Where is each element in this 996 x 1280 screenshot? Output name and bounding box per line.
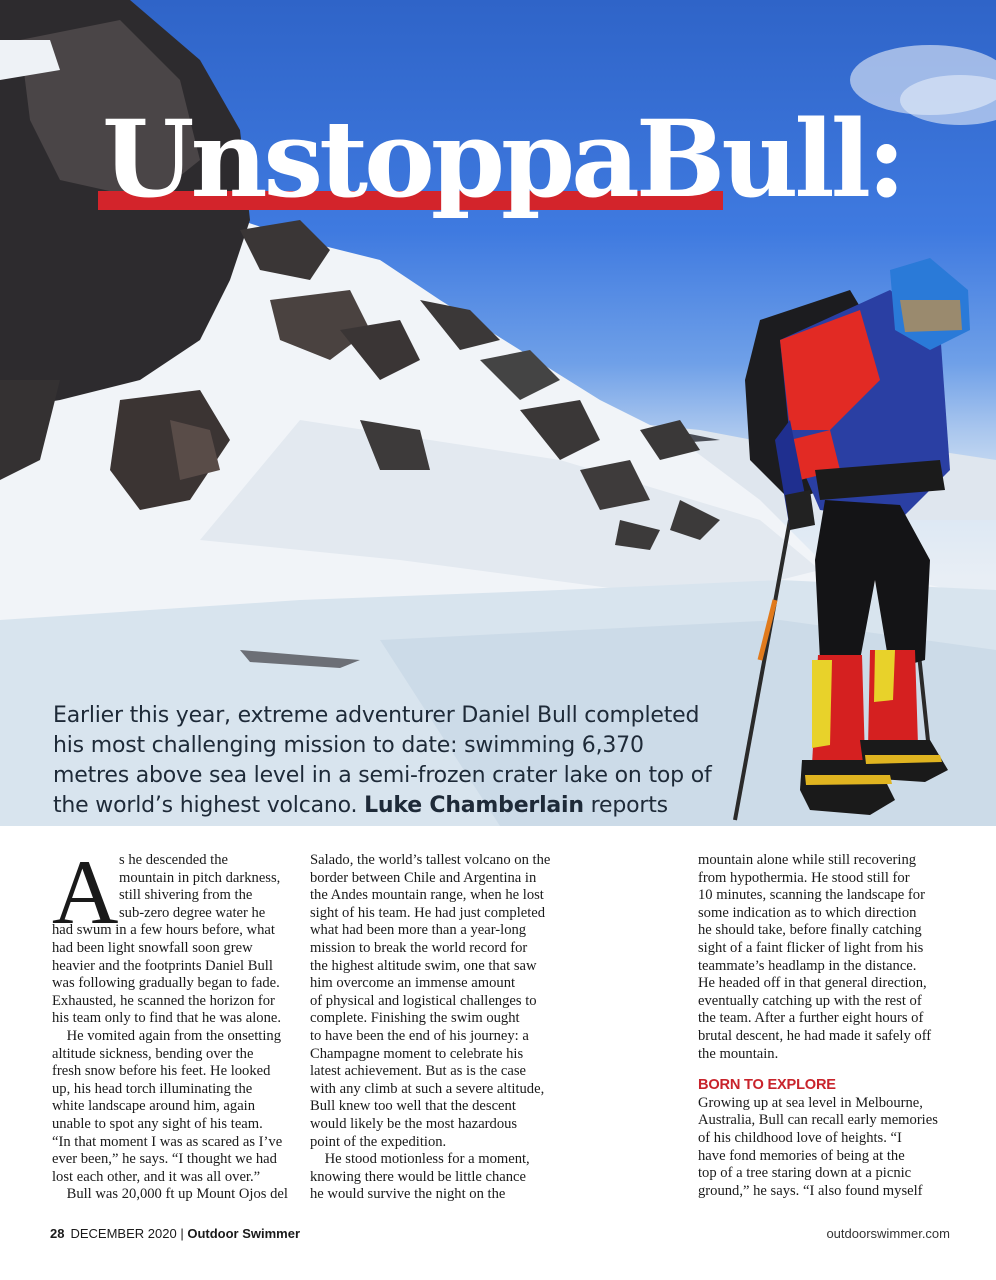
body-line: still shivering from the (119, 887, 253, 904)
body-line: would likely be the most hazardous (310, 1115, 518, 1132)
body-line: the highest altitude swim, one that saw (310, 957, 537, 974)
body-line: ground,” he says. “I also found myself (698, 1182, 923, 1199)
headline: UnstoppaBull: (102, 96, 903, 221)
body-line: he should take, before finally catching (698, 922, 922, 939)
body-line: eventually catching up with the rest of (698, 992, 922, 1009)
body-line: mountain in pitch darkness, (119, 869, 281, 886)
body-line: from hypothermia. He stood still for (698, 869, 910, 886)
body-line: him overcome an immense amount (310, 975, 516, 992)
body-line: Bull was 20,000 ft up Mount Ojos del (52, 1186, 288, 1203)
standfirst-line (53, 791, 753, 821)
body-line: sight of a faint flicker of light from his (698, 939, 924, 956)
body-line: He headed off in that general direction, (698, 975, 927, 992)
body-line: point of the expedition. (310, 1133, 447, 1150)
body-line: Exhausted, he scanned the horizon for (52, 992, 275, 1009)
headline-block (98, 96, 903, 230)
body-line: to have been the end of his journey: a (310, 1027, 529, 1044)
body-line: knowing there would be little chance (310, 1168, 526, 1185)
body-line: ever been,” he says. “I thought we had (52, 1151, 277, 1168)
body-line: some indication as to which direction (698, 904, 917, 921)
body-line: border between Chile and Argentina in (310, 869, 537, 886)
body-line: was following gradually began to fade. (52, 975, 280, 992)
body-line: teammate’s headlamp in the distance. (698, 957, 917, 974)
body-line: his team only to find that he was alone. (52, 1010, 281, 1027)
body-line: He vomited again from the onsetting (52, 1027, 281, 1044)
standfirst-line: Earlier this year, extreme adventurer Daniel Bull completed (53, 703, 700, 728)
body-line: altitude sickness, bending over the (52, 1045, 254, 1062)
body-line: Australia, Bull can recall early memories (698, 1112, 938, 1129)
body-line: unable to spot any sight of his team. (52, 1115, 263, 1132)
body-line: have fond memories of being at the (698, 1147, 905, 1164)
body-column-1 (52, 852, 292, 1204)
body-line: what had been more than a year-long (310, 922, 527, 939)
body-line: complete. Finishing the swim ought (310, 1010, 520, 1027)
body-line: of physical and logistical challenges to (310, 992, 537, 1009)
body-line: s he descended the (119, 852, 229, 868)
body-line: Bull knew too well that the descent (310, 1098, 516, 1115)
body-column-3 (698, 852, 948, 1200)
body-line: Growing up at sea level in Melbourne, (698, 1094, 923, 1111)
standfirst-text: the world’s highest volcano. (53, 793, 358, 818)
body-line: mountain alone while still recovering (698, 852, 917, 868)
body-line: sub-zero degree water he (119, 904, 266, 921)
body-line: white landscape around him, again (52, 1098, 256, 1115)
body-line: lost each other, and it was all over.” (52, 1168, 261, 1185)
body-line: Salado, the world’s tallest volcano on the (310, 852, 551, 868)
standfirst-line: his most challenging mission to date: swimming 6,370 (53, 733, 644, 758)
section-subhead: BORN TO EXPLORE (698, 1077, 836, 1094)
body-line: 10 minutes, scanning the landscape for (698, 887, 925, 904)
website-url: outdoorswimmer.com (826, 1226, 950, 1241)
standfirst-text: reports (590, 793, 668, 818)
body-line: the team. After a further eight hours of (698, 1010, 924, 1027)
standfirst-line: metres above sea level in a semi-frozen crater lake on top of (53, 763, 712, 788)
body-line: up, his head torch illuminating the (52, 1080, 253, 1097)
body-line: “In that moment I was as scared as I’ve (52, 1133, 283, 1150)
body-line: sight of his team. He had just completed (310, 904, 546, 921)
page-number: 28 (50, 1226, 65, 1241)
body-line: heavier and the footprints Daniel Bull (52, 957, 273, 974)
magazine-name: Outdoor Swimmer (187, 1226, 301, 1241)
body-line: had swum in a few hours before, what (52, 922, 275, 939)
body-line: of his childhood love of heights. “I (698, 1129, 902, 1146)
body-line: he would survive the night on the (310, 1186, 506, 1203)
body-line: fresh snow before his feet. He looked (52, 1063, 271, 1080)
standfirst (53, 701, 753, 821)
body-line: the mountain. (698, 1045, 779, 1062)
body-column-2 (310, 852, 560, 1204)
body-line: mission to break the world record for (310, 939, 528, 956)
issue-date: DECEMBER 2020 (70, 1226, 177, 1241)
body-line: top of a tree staring down at a picnic (698, 1165, 912, 1182)
footer-separator: | (180, 1226, 184, 1241)
body-line: Champagne moment to celebrate his (310, 1045, 524, 1062)
author-name: Luke Chamberlain (364, 793, 584, 818)
body-line: latest achievement. But as is the case (310, 1063, 526, 1080)
page-footer (50, 1226, 300, 1241)
drop-cap: A (52, 841, 119, 943)
body-line: with any climb at such a severe altitude, (310, 1080, 545, 1097)
body-line: had been light snowfall soon grew (52, 939, 253, 956)
body-line: brutal descent, he had made it safely off (698, 1027, 932, 1044)
body-line: He stood motionless for a moment, (310, 1151, 530, 1168)
body-line: the Andes mountain range, when he lost (310, 887, 544, 904)
